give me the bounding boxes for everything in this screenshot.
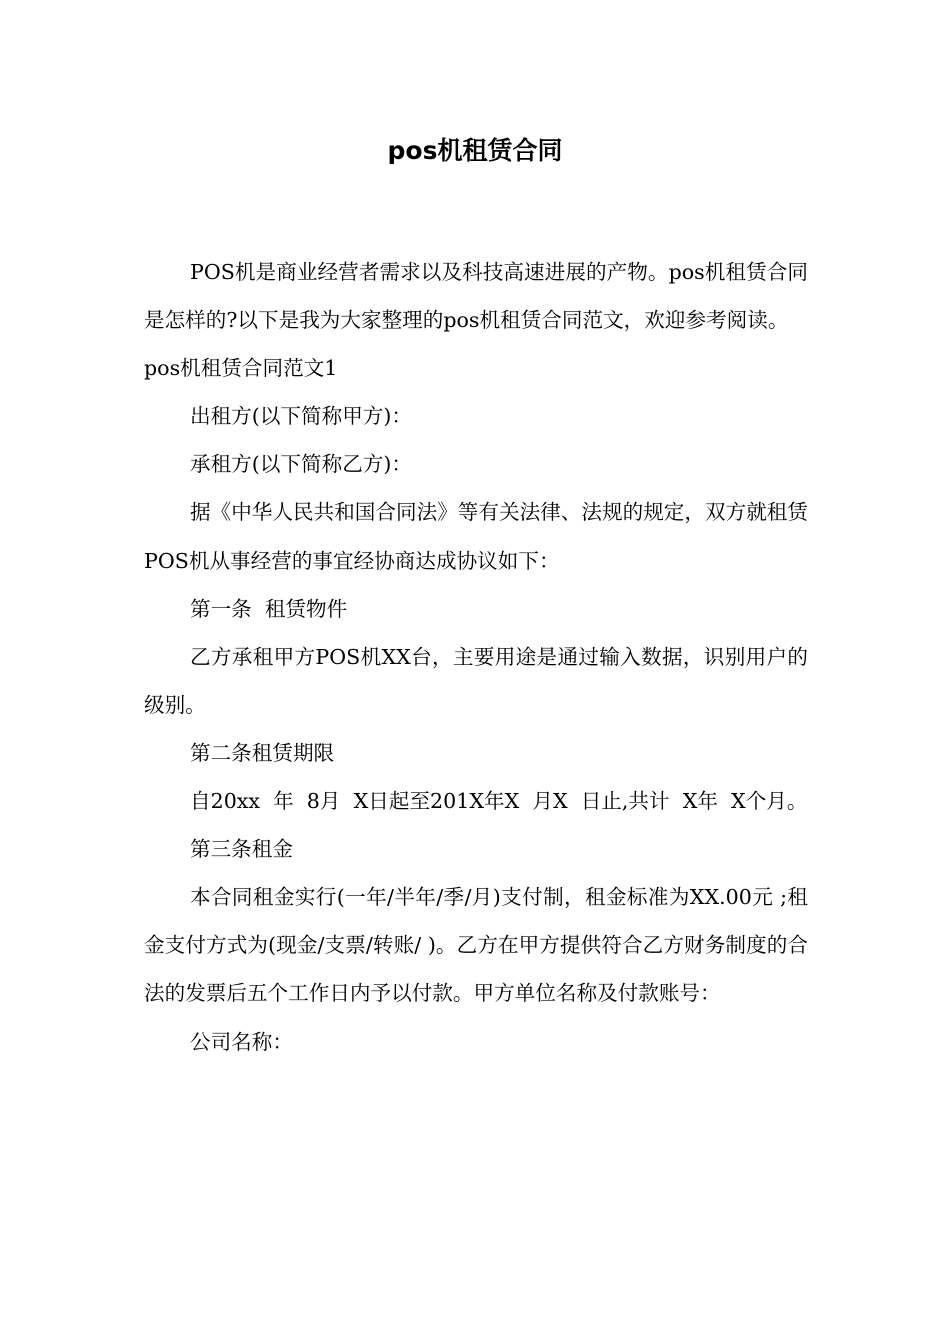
document-title: pos机租赁合同 (387, 136, 563, 165)
company-name-line: 公司名称： (190, 1029, 293, 1054)
basis-paragraph: 据《中华人民共和国合同法》等有关法律、法规的规定，双方就租赁POS机从事经营的事宜经协商达成协议如下： (144, 500, 808, 573)
article-3-heading: 第三条租金 (190, 837, 293, 862)
article-1-body: 乙方承租甲方POS机XX台，主要用途是通过输入数据，识别用户的级别。 (144, 644, 808, 717)
lessee-line: 承租方(以下简称乙方)： (190, 452, 413, 477)
article-2-heading: 第二条租赁期限 (190, 740, 335, 765)
lessor-line: 出租方(以下简称甲方)： (190, 404, 413, 429)
document-body (144, 248, 808, 1066)
article-2-body: 自20xx 年 8月 X日起至201X年X 月X 日止,共计 X年 X个月。 (190, 789, 808, 814)
intro-paragraph: POS机是商业经营者需求以及科技高速进展的产物。pos机租赁合同是怎样的?以下是我为大家整理的pos机租赁合同范文，欢迎参考阅读。 (144, 260, 808, 333)
article-3-body: 本合同租金实行(一年/半年/季/月)支付制，租金标准为XX.00元 ;租金支付方式为(现金/支票/转账/ )。乙方在甲方提供符合乙方财务制度的合法的发票后五个工作日内予以付款。甲方单位名称及付款账号： (144, 885, 808, 1006)
sample-heading: pos机租赁合同范文1 (144, 356, 338, 381)
article-1-heading: 第一条 租赁物件 (190, 596, 348, 621)
